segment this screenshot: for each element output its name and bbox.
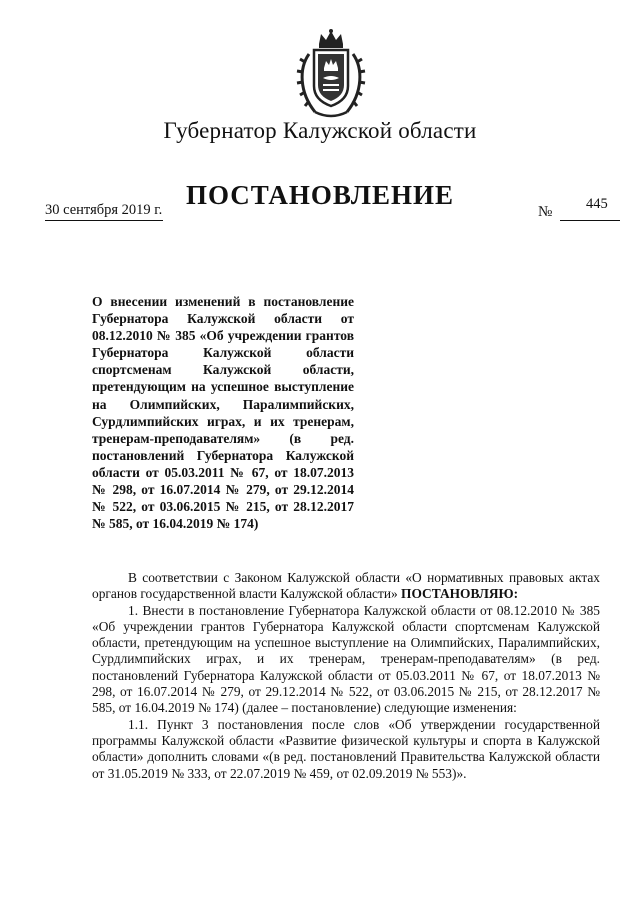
document-type-heading: ПОСТАНОВЛЕНИЕ [185,180,455,210]
document-subject: О внесении изменений в постановление Губернатора Калужской области от 08.12.2010 № 385 «Об учреждении грантов Губернатора Калужской области спортсменам Калужской области, претендующим на успешное выступление на Олимпийских, Паралимпийских, Сурдлимпийских играх, и их тренерам, тренерам-преподавателям» (в ред. постановлений Губернатора Калужской области от 05.03.2011 № 67, от 18.07.2013 № 298, от 16.07.2014 № 279, от 29.12.2014 № 522, от 03.06.2015 № 215, от 28.12.2017 № 585, от 16.04.2019 № 174) [92,294,354,532]
document-number: 445 [586,196,608,212]
document-body [92,570,600,782]
document-number-field [538,196,624,226]
issuing-authority-title: Губернатор Калужской области [163,118,477,143]
number-underline [560,220,620,221]
document-date: 30 сентября 2019 г. [45,202,163,221]
item-1-1-paragraph: 1.1. Пункт 3 постановления после слов «Об утверждении государственной программы Калужской области «Развитие физической культуры и спорта в Калужской области» дополнить словами «(в ред. постановлений Правительства Калужской области от 31.05.2019 № 333, от 22.07.2019 № 459, от 02.09.2019 № 553)». [92,716,600,781]
intro-text: В соответствии с Законом Калужской области «О нормативных правовых актах органов государственной власти Калужской области» [92,570,600,602]
item-1-paragraph: 1. Внести в постановление Губернатора Калужской области от 08.12.2010 № 385 «Об учреждении грантов Губернатора Калужской области спортсменам Калужской области, претендующим на успешное выступление на Олимпийских, Паралимпийских, Сурдлимпийских играх, и их тренерам, тренерам-преподавателям» (в ред. постановлений Губернатора Калужской области от 05.03.2011 № 67, от 18.07.2013 № 298, от 16.07.2014 № 279, от 29.12.2014 № 522, от 03.06.2015 № 215, от 28.12.2017 № 585, от 16.04.2019 № 174) (далее – постановление) следующие изменения: [92,602,600,716]
intro-paragraph [92,570,600,603]
number-sign: № [538,204,553,220]
coat-of-arms-emblem [295,28,367,120]
decree-keyword: ПОСТАНОВЛЯЮ: [401,586,519,602]
